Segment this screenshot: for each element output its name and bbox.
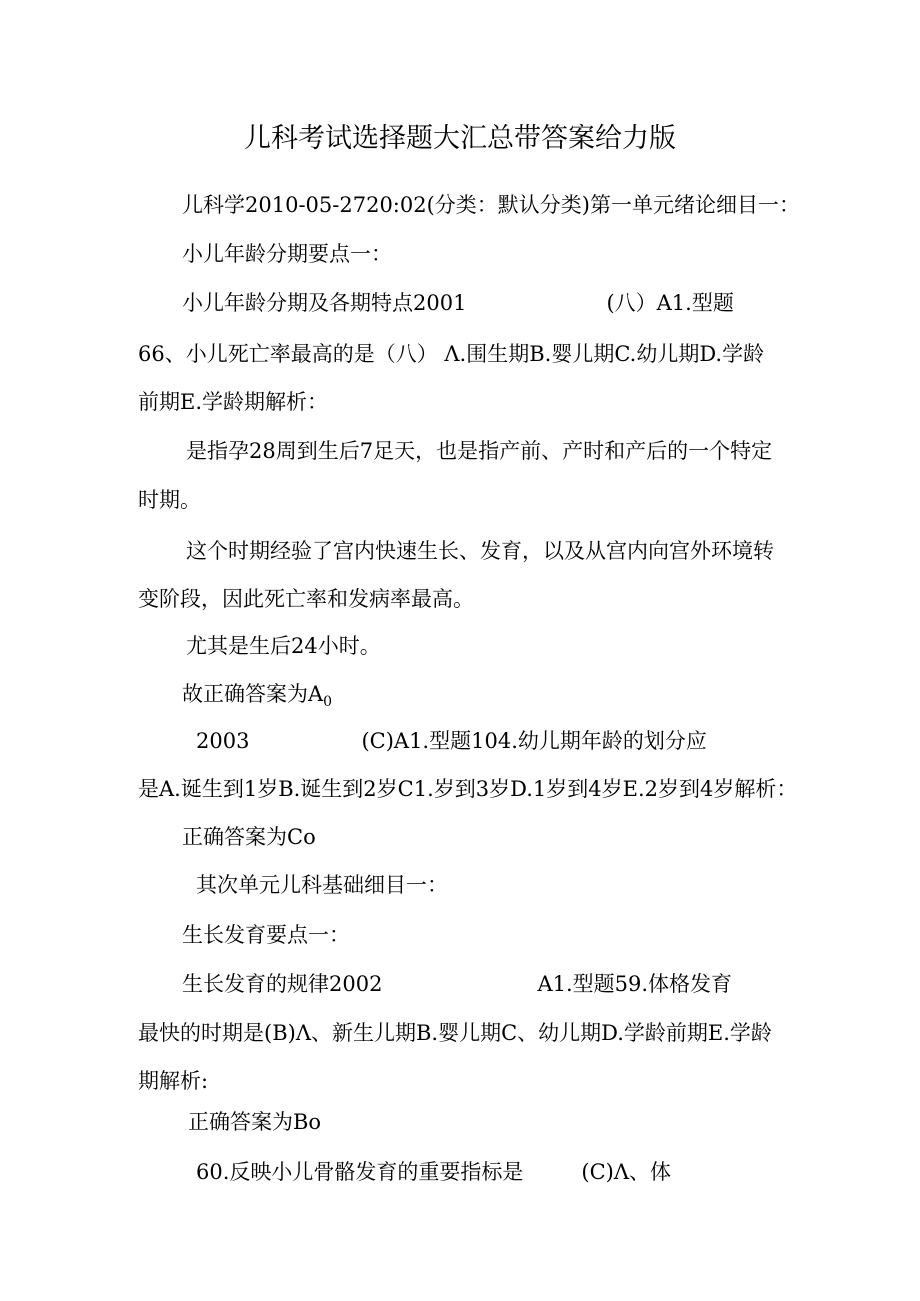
paragraph-line-18: 最快的时期是(B)Λ、新生儿期B.婴儿期C、幼儿期D.学龄前期E.学龄 [138, 1021, 772, 1045]
paragraph-line-6: 是指孕28周到生后7足天，也是指产前、产时和产后的一个特定 [186, 439, 773, 463]
paragraph-line-13: 是A.诞生到1岁B.诞生到2岁C1.岁到3岁D.1岁到4岁E.2岁到4岁解析： [138, 777, 798, 801]
paragraph-line-3 [182, 293, 734, 314]
line-12-left: 2003 [196, 729, 250, 753]
paragraph-line-5: 前期E.学龄期解析： [138, 390, 329, 414]
line-12-right: (C)A1.型题104.幼儿期年龄的划分应 [361, 729, 707, 753]
paragraph-line-12 [196, 731, 707, 752]
paragraph-line-2: 小儿年龄分期要点一： [182, 242, 392, 266]
paragraph-line-8: 这个时期经验了宫内快速生长、发育，以及从宫内向宫外环境转 [186, 539, 774, 563]
line-3-left: 小儿年龄分期及各期特点2001 [182, 291, 467, 315]
line-11-text: 故正确答案为A [182, 682, 324, 706]
paragraph-line-7: 时期。 [138, 488, 201, 512]
paragraph-line-14: 正确答案为Co [182, 825, 316, 849]
document-title: 儿科考试选择题大汇总带答案给力版 [244, 123, 676, 154]
line-3-right: (八）A1.型题 [606, 291, 734, 315]
paragraph-line-17 [182, 974, 732, 995]
line-21-right: (C)Λ、体 [581, 1160, 672, 1184]
paragraph-line-4: 66、小儿死亡率最高的是（八） Λ.围生期B.婴儿期C.幼儿期D.学龄 [138, 342, 765, 366]
section-heading-2: 其次单元儿科基础细目一： [196, 873, 448, 897]
paragraph-line-9: 变阶段，因此死亡率和发病率最高。 [138, 587, 474, 611]
paragraph-line-20: 正确答案为Bo [188, 1110, 322, 1134]
paragraph-line-19: 期解析: [138, 1069, 209, 1093]
paragraph-line-1: 儿科学2010-05-2720:02(分类：默认分类)第一单元绪论细目一： [182, 193, 800, 217]
line-11-subscript: 0 [323, 694, 333, 711]
paragraph-line-11 [182, 684, 332, 709]
paragraph-line-16: 生长发育要点一： [182, 923, 350, 947]
line-17-left: 生长发育的规律2002 [182, 972, 383, 996]
paragraph-line-10: 尤其是生后24小时。 [186, 634, 381, 658]
line-17-right: A1.型题59.体格发育 [537, 972, 733, 996]
paragraph-line-21 [196, 1162, 671, 1183]
line-21-left: 60.反映小儿骨骼发育的重要指标是 [196, 1160, 524, 1184]
